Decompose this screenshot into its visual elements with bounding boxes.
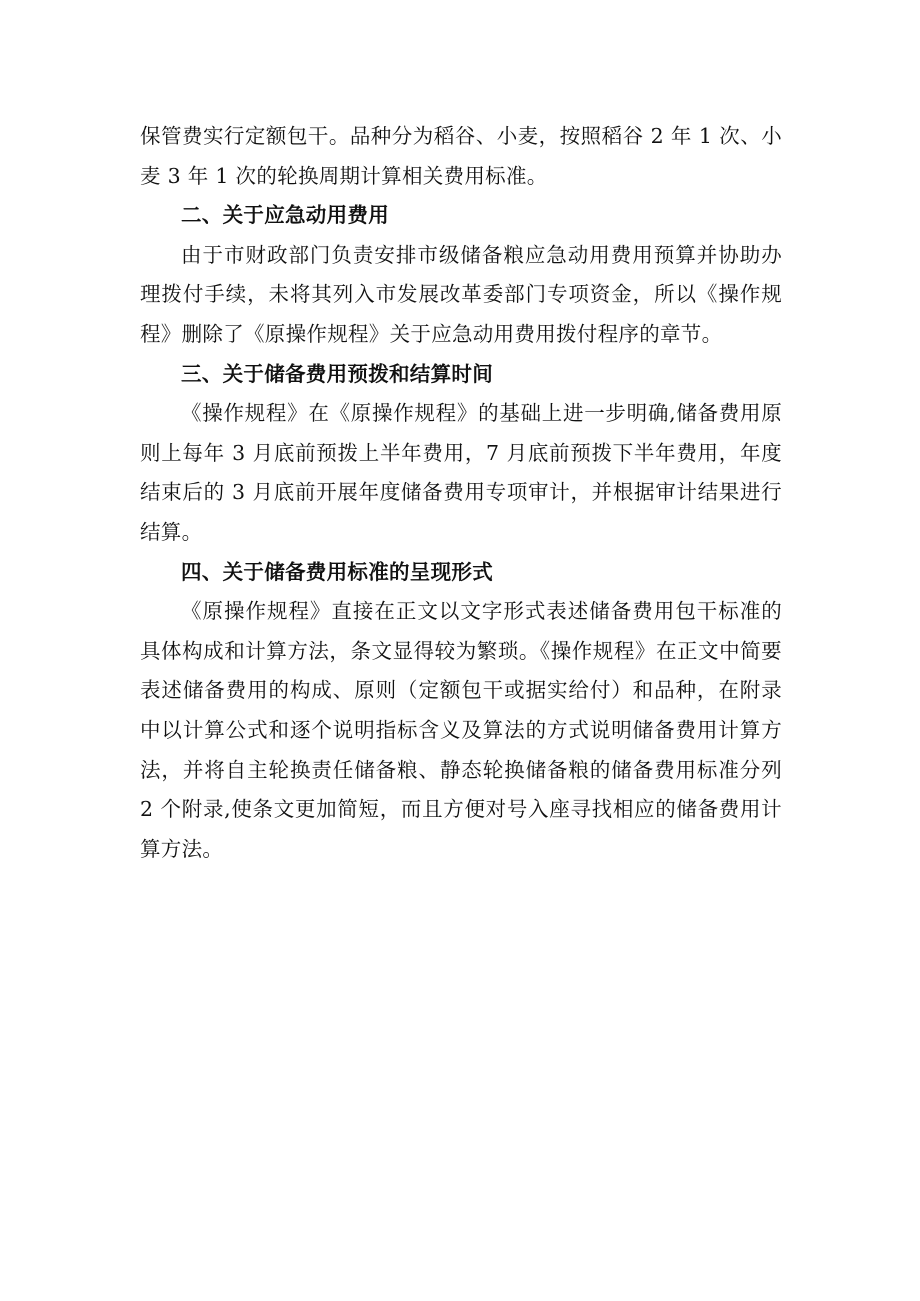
document-page bbox=[140, 117, 782, 869]
section-heading-emergency-costs: 二、关于应急动用费用 bbox=[181, 203, 389, 228]
section-body-emergency-costs: 由于市财政部门负责安排市级储备粮应急动用费用预算并协助办理拨付手续，未将其列入市发展改革委部门专项资金，所以《操作规程》删除了《原操作规程》关于应急动用费用拨付程序的章节。 bbox=[140, 242, 782, 346]
section-heading-standard-presentation: 四、关于储备费用标准的呈现形式 bbox=[181, 559, 493, 584]
intro-paragraph: 保管费实行定额包干。品种分为稻谷、小麦，按照稻谷 2 年 1 次、小麦 3 年 1 次的轮换周期计算相关费用标准。 bbox=[140, 124, 782, 188]
section-heading-prepayment-settlement: 三、关于储备费用预拨和结算时间 bbox=[181, 361, 493, 386]
section-body-prepayment-settlement: 《操作规程》在《原操作规程》的基础上进一步明确,储备费用原则上每年 3 月底前预拨上半年费用，7 月底前预拨下半年费用，年度结束后的 3 月底前开展年度储备费用专项审计，并根据审计结果进行结算。 bbox=[140, 401, 782, 544]
section-body-standard-presentation: 《原操作规程》直接在正文以文字形式表述储备费用包干标准的具体构成和计算方法，条文显得较为繁琐。《操作规程》在正文中简要表述储备费用的构成、原则（定额包干或据实给付）和品种，在附录中以计算公式和逐个说明指标含义及算法的方式说明储备费用计算方法，并将自主轮换责任储备粮、静态轮换储备粮的储备费用标准分列 2 个附录,使条文更加简短，而且方便对号入座寻找相应的储备费用计算方法。 bbox=[140, 599, 782, 861]
